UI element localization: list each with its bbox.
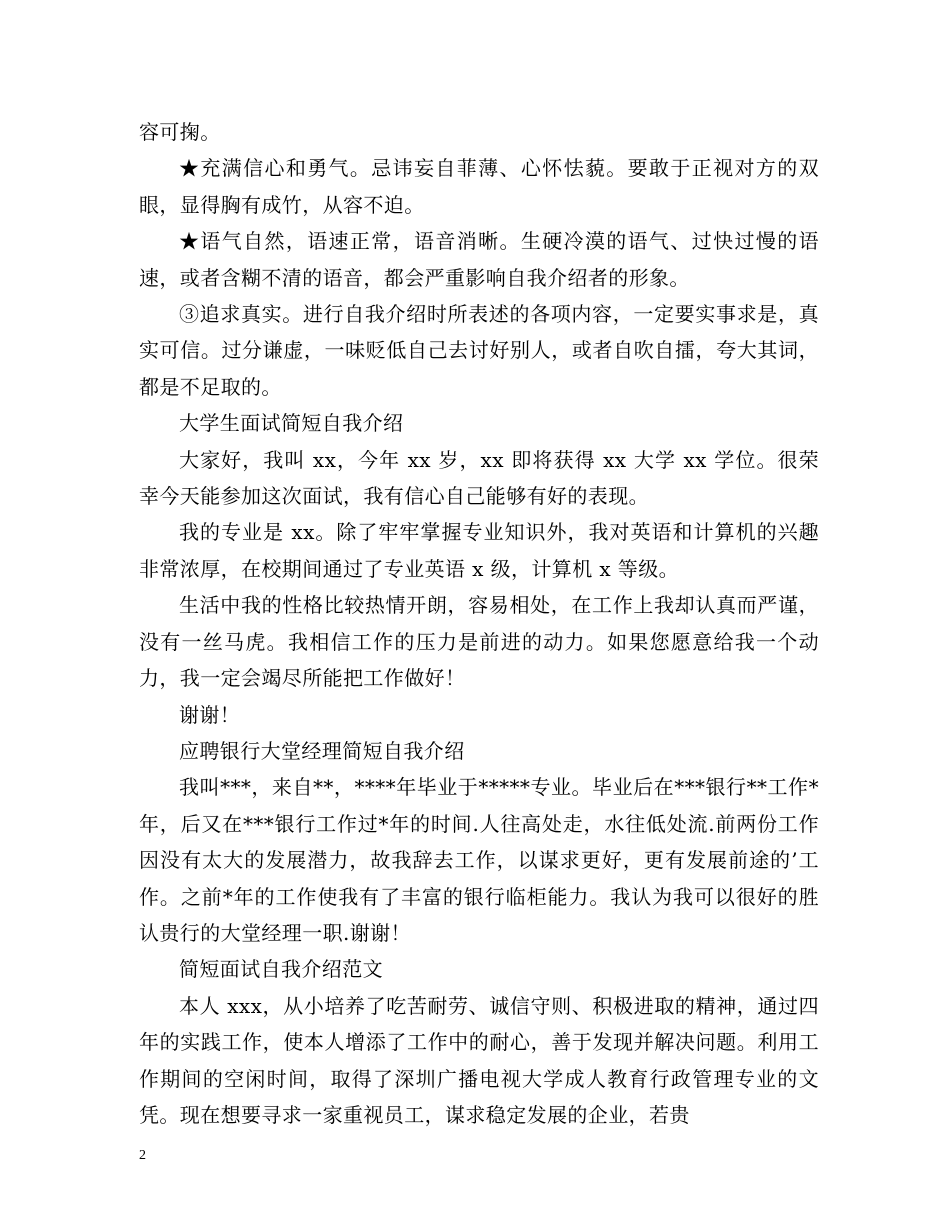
body-text	[139, 114, 819, 1133]
paragraph: 生活中我的性格比较热情开朗，容易相处，在工作上我却认真而严谨，没有一丝马虎。我相信工作的压力是前进的动力。如果您愿意给我一个动力，我一定会竭尽所能把工作做好！	[139, 593, 819, 691]
paragraph: ★语气自然，语速正常，语音消晰。生硬冷漠的语气、过快过慢的语速，或者含糊不清的语音，都会严重影响自我介绍者的形象。	[139, 229, 819, 290]
paragraph: 大家好，我叫 xx，今年 xx 岁，xx 即将获得 xx 大学 xx 学位。很荣幸今天能参加这次面试，我有信心自己能够有好的表现。	[139, 447, 819, 509]
paragraph: 容可掬。	[139, 120, 221, 144]
section-heading: 简短面试自我介绍范文	[179, 957, 383, 982]
page-number: 2	[139, 1148, 146, 1163]
paragraph: 本人 xxx，从小培养了吃苦耐劳、诚信守则、积极进取的精神，通过四年的实践工作，使本人增添了工作中的耐心，善于发现并解决问题。利用工作期间的空闲时间，取得了深圳广播电视大学成人教育行政管理专业的文凭。现在想要寻求一家重视员工，谋求稳定发展的企业，若贵	[139, 993, 819, 1127]
paragraph: 我叫***，来自**，****年毕业于*****专业。毕业后在***银行**工作*年，后又在***银行工作过*年的时间.人往高处走，水往低处流.前两份工作因没有太大的发展潜力，故我辞去工作，以谋求更好，更有发展前途的’工作。之前*年的工作使我有了丰富的银行临柜能力。我认为我可以很好的胜认贵行的大堂经理一职.谢谢！	[139, 775, 819, 945]
paragraph: 谢谢！	[179, 702, 241, 727]
section-heading: 大学生面试简短自我介绍	[179, 411, 404, 436]
paragraph: ③追求真实。进行自我介绍时所表述的各项内容，一定要实事求是，真实可信。过分谦虚，一味贬低自己去讨好别人，或者自吹自擂，夸大其词，都是不足取的。	[139, 302, 819, 399]
section-heading: 应聘银行大堂经理简短自我介绍	[179, 738, 465, 763]
paragraph: 我的专业是 xx。除了牢牢掌握专业知识外，我对英语和计算机的兴趣非常浓厚，在校期间通过了专业英语 x 级，计算机 x 等级。	[139, 520, 819, 581]
paragraph: ★充满信心和勇气。忌讳妄自菲薄、心怀怯藐。要敢于正视对方的双眼，显得胸有成竹，从容不迫。	[139, 156, 819, 217]
